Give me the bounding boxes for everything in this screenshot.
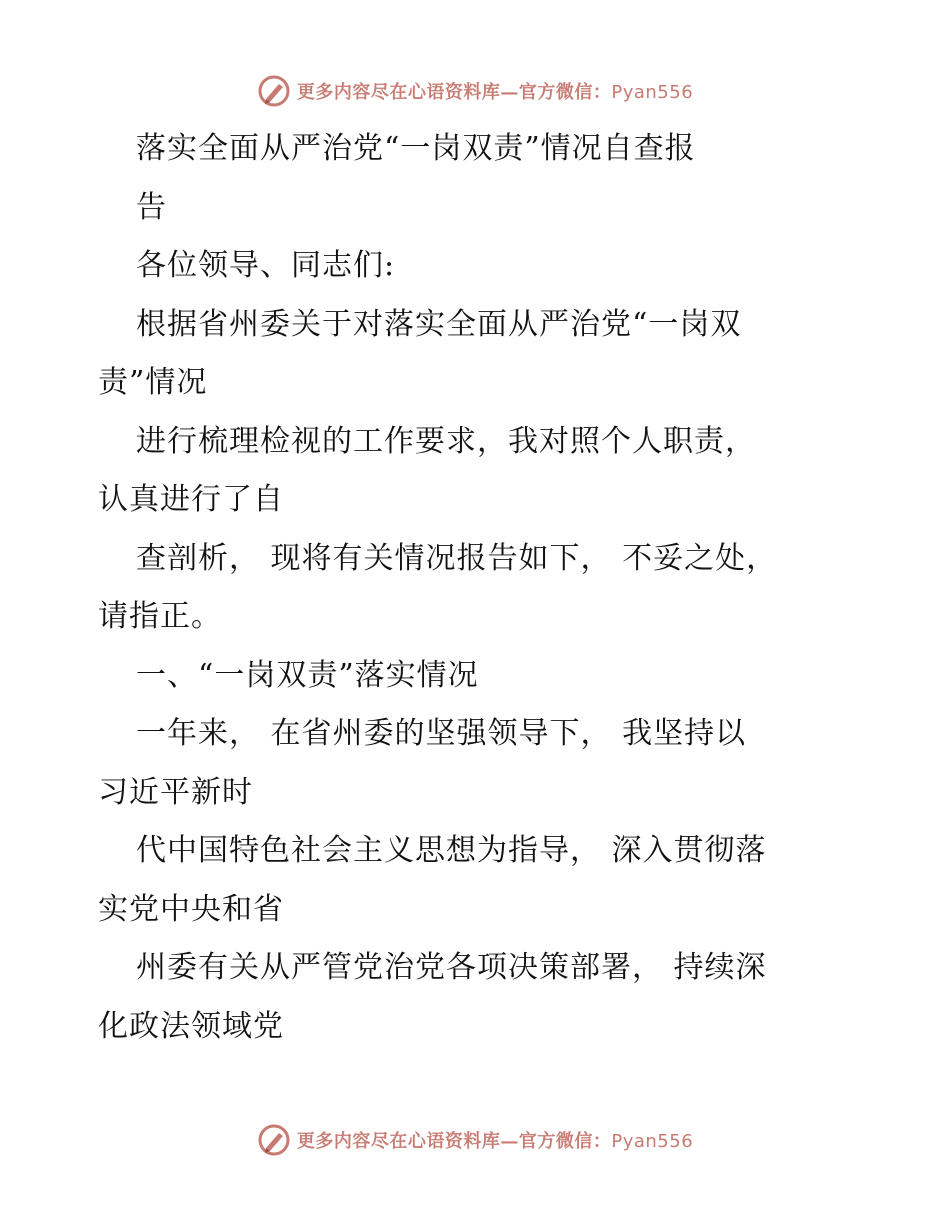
document-body xyxy=(98,120,858,1056)
watermark-main: 更多内容尽在心语资料库— xyxy=(296,1131,519,1152)
doc-paragraph-line: 责”情况 xyxy=(98,365,208,400)
doc-paragraph-line: 化政法领域党 xyxy=(98,1008,284,1044)
doc-paragraph-line: 一年来， 在省州委的坚强领导下， 我坚持以 xyxy=(136,716,747,751)
doc-paragraph-line: 请指正。 xyxy=(98,599,222,634)
doc-paragraph-line: 查剖析， 现将有关情况报告如下， 不妥之处， xyxy=(136,540,778,576)
doc-paragraph-line: 州委有关从严管党治党各项决策部署， 持续深 xyxy=(136,950,767,985)
watermark-text xyxy=(297,78,693,104)
doc-paragraph-line: 认真进行了自 xyxy=(98,482,284,517)
doc-section-heading: 一、“一岗双责”落实情况 xyxy=(136,657,479,693)
doc-paragraph-line: 根据省州委关于对落实全面从严治党“一岗双 xyxy=(136,306,742,342)
watermark-id: Pyan556 xyxy=(611,1131,694,1152)
pen-logo-icon xyxy=(257,1123,291,1157)
doc-salutation: 各位领导、同志们: xyxy=(136,248,396,283)
header-watermark xyxy=(0,71,950,111)
watermark-sub: 官方微信： xyxy=(518,82,612,103)
doc-title-line-1: 落实全面从严治党“一岗双责”情况自查报 xyxy=(136,131,696,166)
watermark-text xyxy=(297,1127,693,1153)
watermark-id: Pyan556 xyxy=(611,82,694,103)
pen-logo-icon xyxy=(257,74,291,108)
doc-title-line-2: 告 xyxy=(136,189,167,225)
watermark-sub: 官方微信： xyxy=(518,1131,612,1152)
doc-paragraph-line: 代中国特色社会主义思想为指导， 深入贯彻落 xyxy=(136,833,767,868)
doc-paragraph-line: 习近平新时 xyxy=(98,774,253,810)
footer-watermark xyxy=(0,1120,950,1160)
doc-paragraph-line: 进行梳理检视的工作要求，我对照个人职责， xyxy=(136,423,756,459)
watermark-main: 更多内容尽在心语资料库— xyxy=(296,82,519,103)
doc-paragraph-line: 实党中央和省 xyxy=(98,891,284,927)
